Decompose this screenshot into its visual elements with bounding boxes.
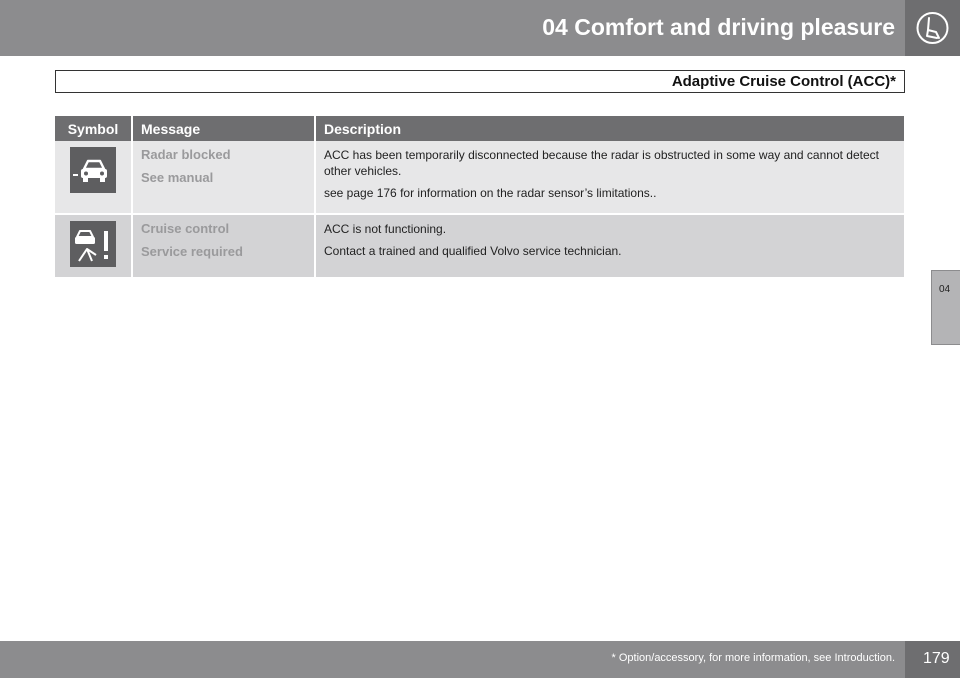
chapter-header-bar — [0, 0, 905, 56]
footer-bar — [0, 641, 905, 678]
column-header-message: Message — [132, 116, 315, 141]
message-cell — [132, 141, 315, 214]
message-line-1: Cruise control — [141, 221, 230, 236]
chapter-icon-box — [905, 0, 960, 56]
message-line-1: Radar blocked — [141, 147, 231, 162]
description-line-1: ACC has been temporarily disconnected because the radar is obstructed in some way and cannot detect other vehicles. — [324, 148, 879, 178]
section-title: Adaptive Cruise Control (ACC)* — [671, 73, 896, 90]
column-header-symbol: Symbol — [55, 116, 132, 141]
message-line-2: Service required — [141, 244, 243, 259]
table-row — [55, 141, 904, 214]
description-cell — [315, 141, 904, 214]
section-title-box — [55, 70, 905, 93]
cruise-control-warning-icon — [70, 221, 116, 267]
message-line-2: See manual — [141, 170, 214, 185]
description-line-2: see page 176 for information on the radar sensor’s limitations.. — [324, 186, 657, 200]
description-line-1: ACC is not functioning. — [324, 222, 447, 236]
description-line-2: Contact a trained and qualified Volvo service technician. — [324, 244, 622, 258]
table-row — [55, 214, 904, 277]
message-table — [55, 116, 904, 277]
page-number: 179 — [923, 650, 950, 667]
seat-icon — [916, 10, 949, 46]
message-cell — [132, 214, 315, 277]
chapter-side-tab[interactable] — [931, 270, 960, 345]
radar-blocked-car-icon — [70, 147, 116, 193]
chapter-title: 04 Comfort and driving pleasure — [542, 14, 895, 40]
column-header-description: Description — [315, 116, 904, 141]
symbol-cell — [55, 141, 132, 214]
symbol-cell — [55, 214, 132, 277]
description-cell — [315, 214, 904, 277]
table-header-row — [55, 116, 904, 141]
side-tab-label: 04 — [939, 284, 951, 295]
footnote: * Option/accessory, for more information, see Introduction. — [611, 652, 895, 664]
page-number-box — [905, 641, 960, 678]
